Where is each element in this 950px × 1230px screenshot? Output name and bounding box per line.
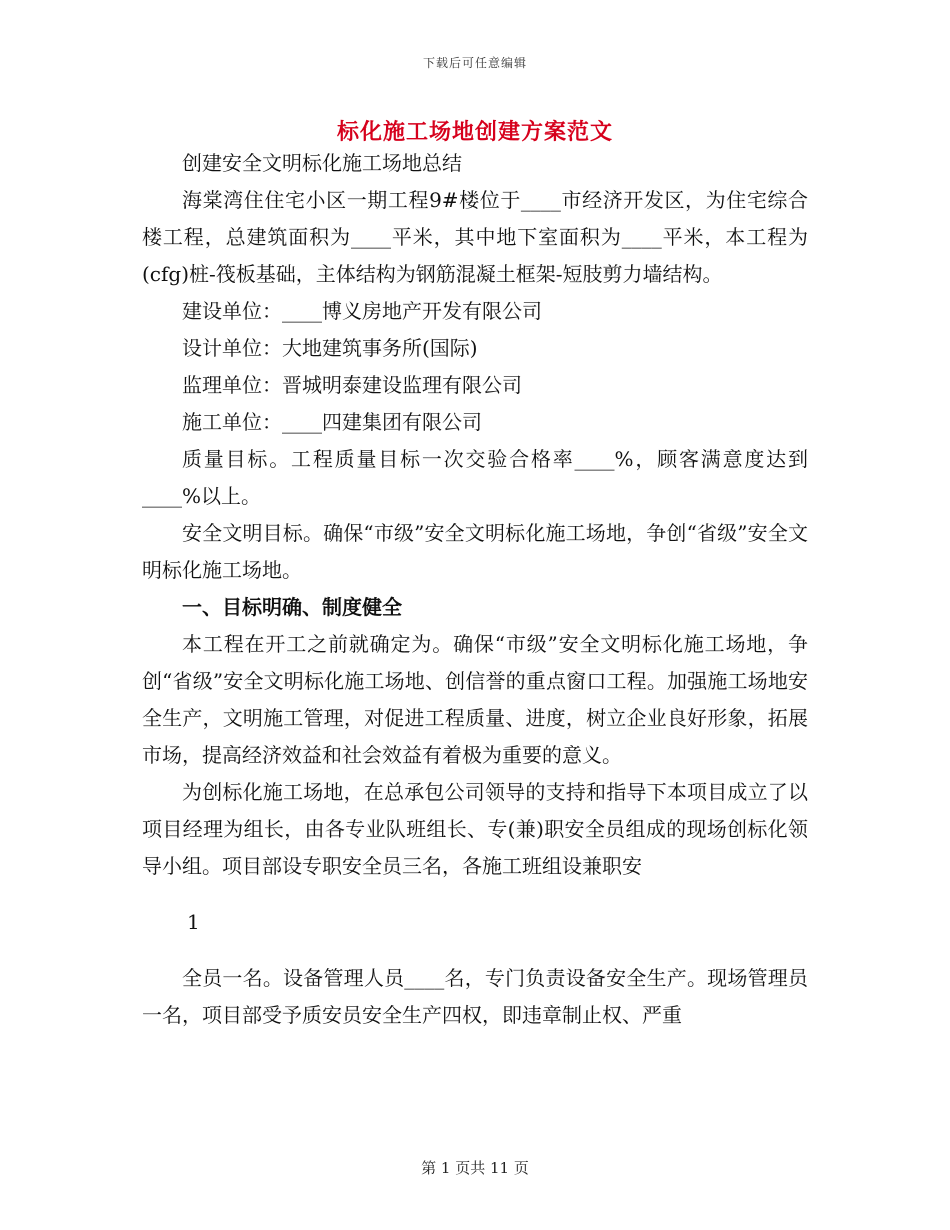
section-heading-1: 一、目标明确、制度健全 [182,595,402,619]
document-title: 标化施工场地创建方案范文 [336,119,613,145]
document-body [142,145,808,1034]
paragraph-contractor-unit: 施工单位：____四建集团有限公司 [182,410,482,434]
paragraph-quality-goal: 质量目标。工程质量目标一次交验合格率____%，顾客满意度达到____%以上。 [142,447,808,508]
paragraph-leadership-group: 为创标化施工场地，在总承包公司领导的支持和指导下本项目成立了以项目经理为组长，由各专业队班组长、专(兼)职安全员组成的现场创标化领导小组。项目部设专职安全员三名，各施工班组设兼职安 [142,780,808,878]
page-footer: 第 1 页共 11 页 [421,1159,529,1177]
page-header-note: 下载后可任意编辑 [422,56,527,70]
paragraph-construction-unit: 建设单位：____博义房地产开发有限公司 [182,299,542,323]
paragraph-project-overview: 海棠湾住住宅小区一期工程9#楼位于____市经济开发区，为住宅综合楼工程，总建筑面积为____平米，其中地下室面积为____平米，本工程为(cfg)桩-筏板基础，主体结构为钢筋混凝土框架-短肢剪力墙结构。 [142,188,808,286]
paragraph-summary-title: 创建安全文明标化施工场地总结 [182,151,462,175]
inline-page-number: 1 [187,910,200,934]
paragraph-section1-intro: 本工程在开工之前就确定为。确保“市级”安全文明标化施工场地，争创“省级”安全文明标化施工场地、创信誉的重点窗口工程。加强施工场地安全生产，文明施工管理，对促进工程质量、进度，树立企业良好形象，拓展市场，提高经济效益和社会效益有着极为重要的意义。 [142,632,808,767]
paragraph-design-unit: 设计单位：大地建筑事务所(国际) [182,336,478,360]
paragraph-staffing: 全员一名。设备管理人员____名，专门负责设备安全生产。现场管理员一名，项目部受予质安员安全生产四权，即违章制止权、严重 [142,966,808,1027]
paragraph-safety-goal: 安全文明目标。确保“市级”安全文明标化施工场地，争创“省级”安全文明标化施工场地。 [142,521,808,582]
paragraph-supervision-unit: 监理单位：晋城明泰建设监理有限公司 [182,373,522,397]
